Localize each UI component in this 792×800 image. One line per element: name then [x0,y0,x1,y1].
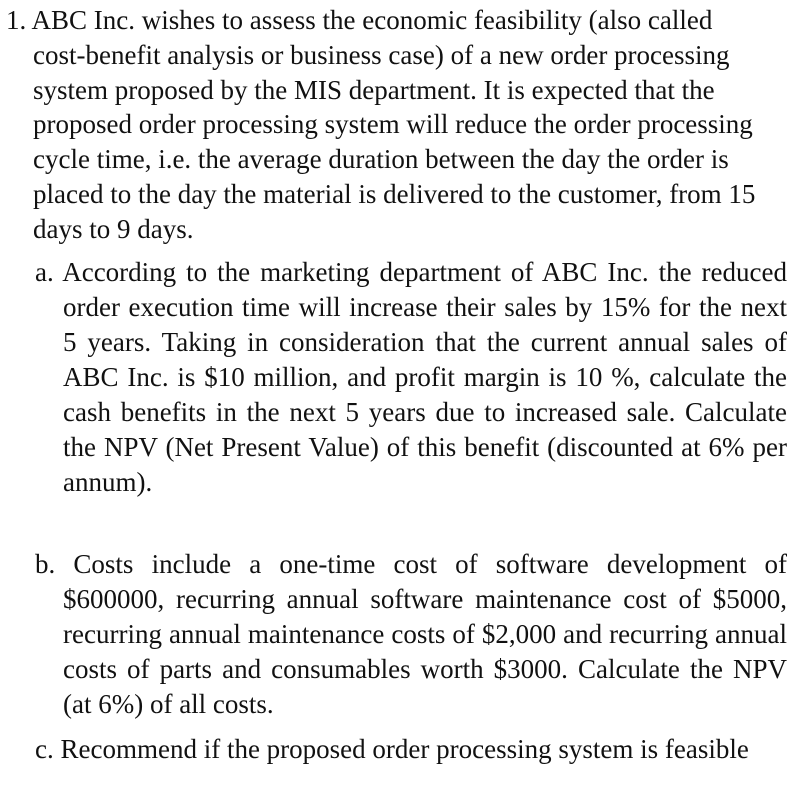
question-1 [6,3,766,247]
part-b-text: Costs include a one-time cost of software development of $600000, recurring annual software maintenance cost of $5000, recurring annual maintenance costs of $2,000 and recurring annual costs of parts and consumables worth $3000. Calculate the NPV (at 6%) of all costs. [63,549,787,719]
question-text: ABC Inc. wishes to assess the economic feasibility (also called cost-benefit analysis or business case) of a new order processing system proposed by the MIS department. It is expected that the proposed order processing system will reduce the order processing cycle time, i.e. the average duration between the day the order is placed to the day the material is delivered to the customer, from 15 days to 9 days. [31,5,756,244]
part-a [35,255,787,500]
part-b [35,547,787,722]
part-c-letter: c. [35,734,54,764]
part-a-text: According to the marketing department of ABC Inc. the reduced order execution time will increase their sales by 15% for the next 5 years. Taking in consideration that the current annual sales of ABC Inc. is $10 million, and profit margin is 10 %, calculate the cash benefits in the next 5 years due to increased sale. Calculate the NPV (Net Present Value) of this benefit (discounted at 6% per annum). [62,257,787,497]
part-c [35,732,787,767]
part-c-text: Recommend if the proposed order processing system is feasible [60,734,749,764]
part-a-letter: a. [35,257,54,287]
part-b-letter: b. [35,549,56,579]
question-number: 1. [6,5,27,35]
